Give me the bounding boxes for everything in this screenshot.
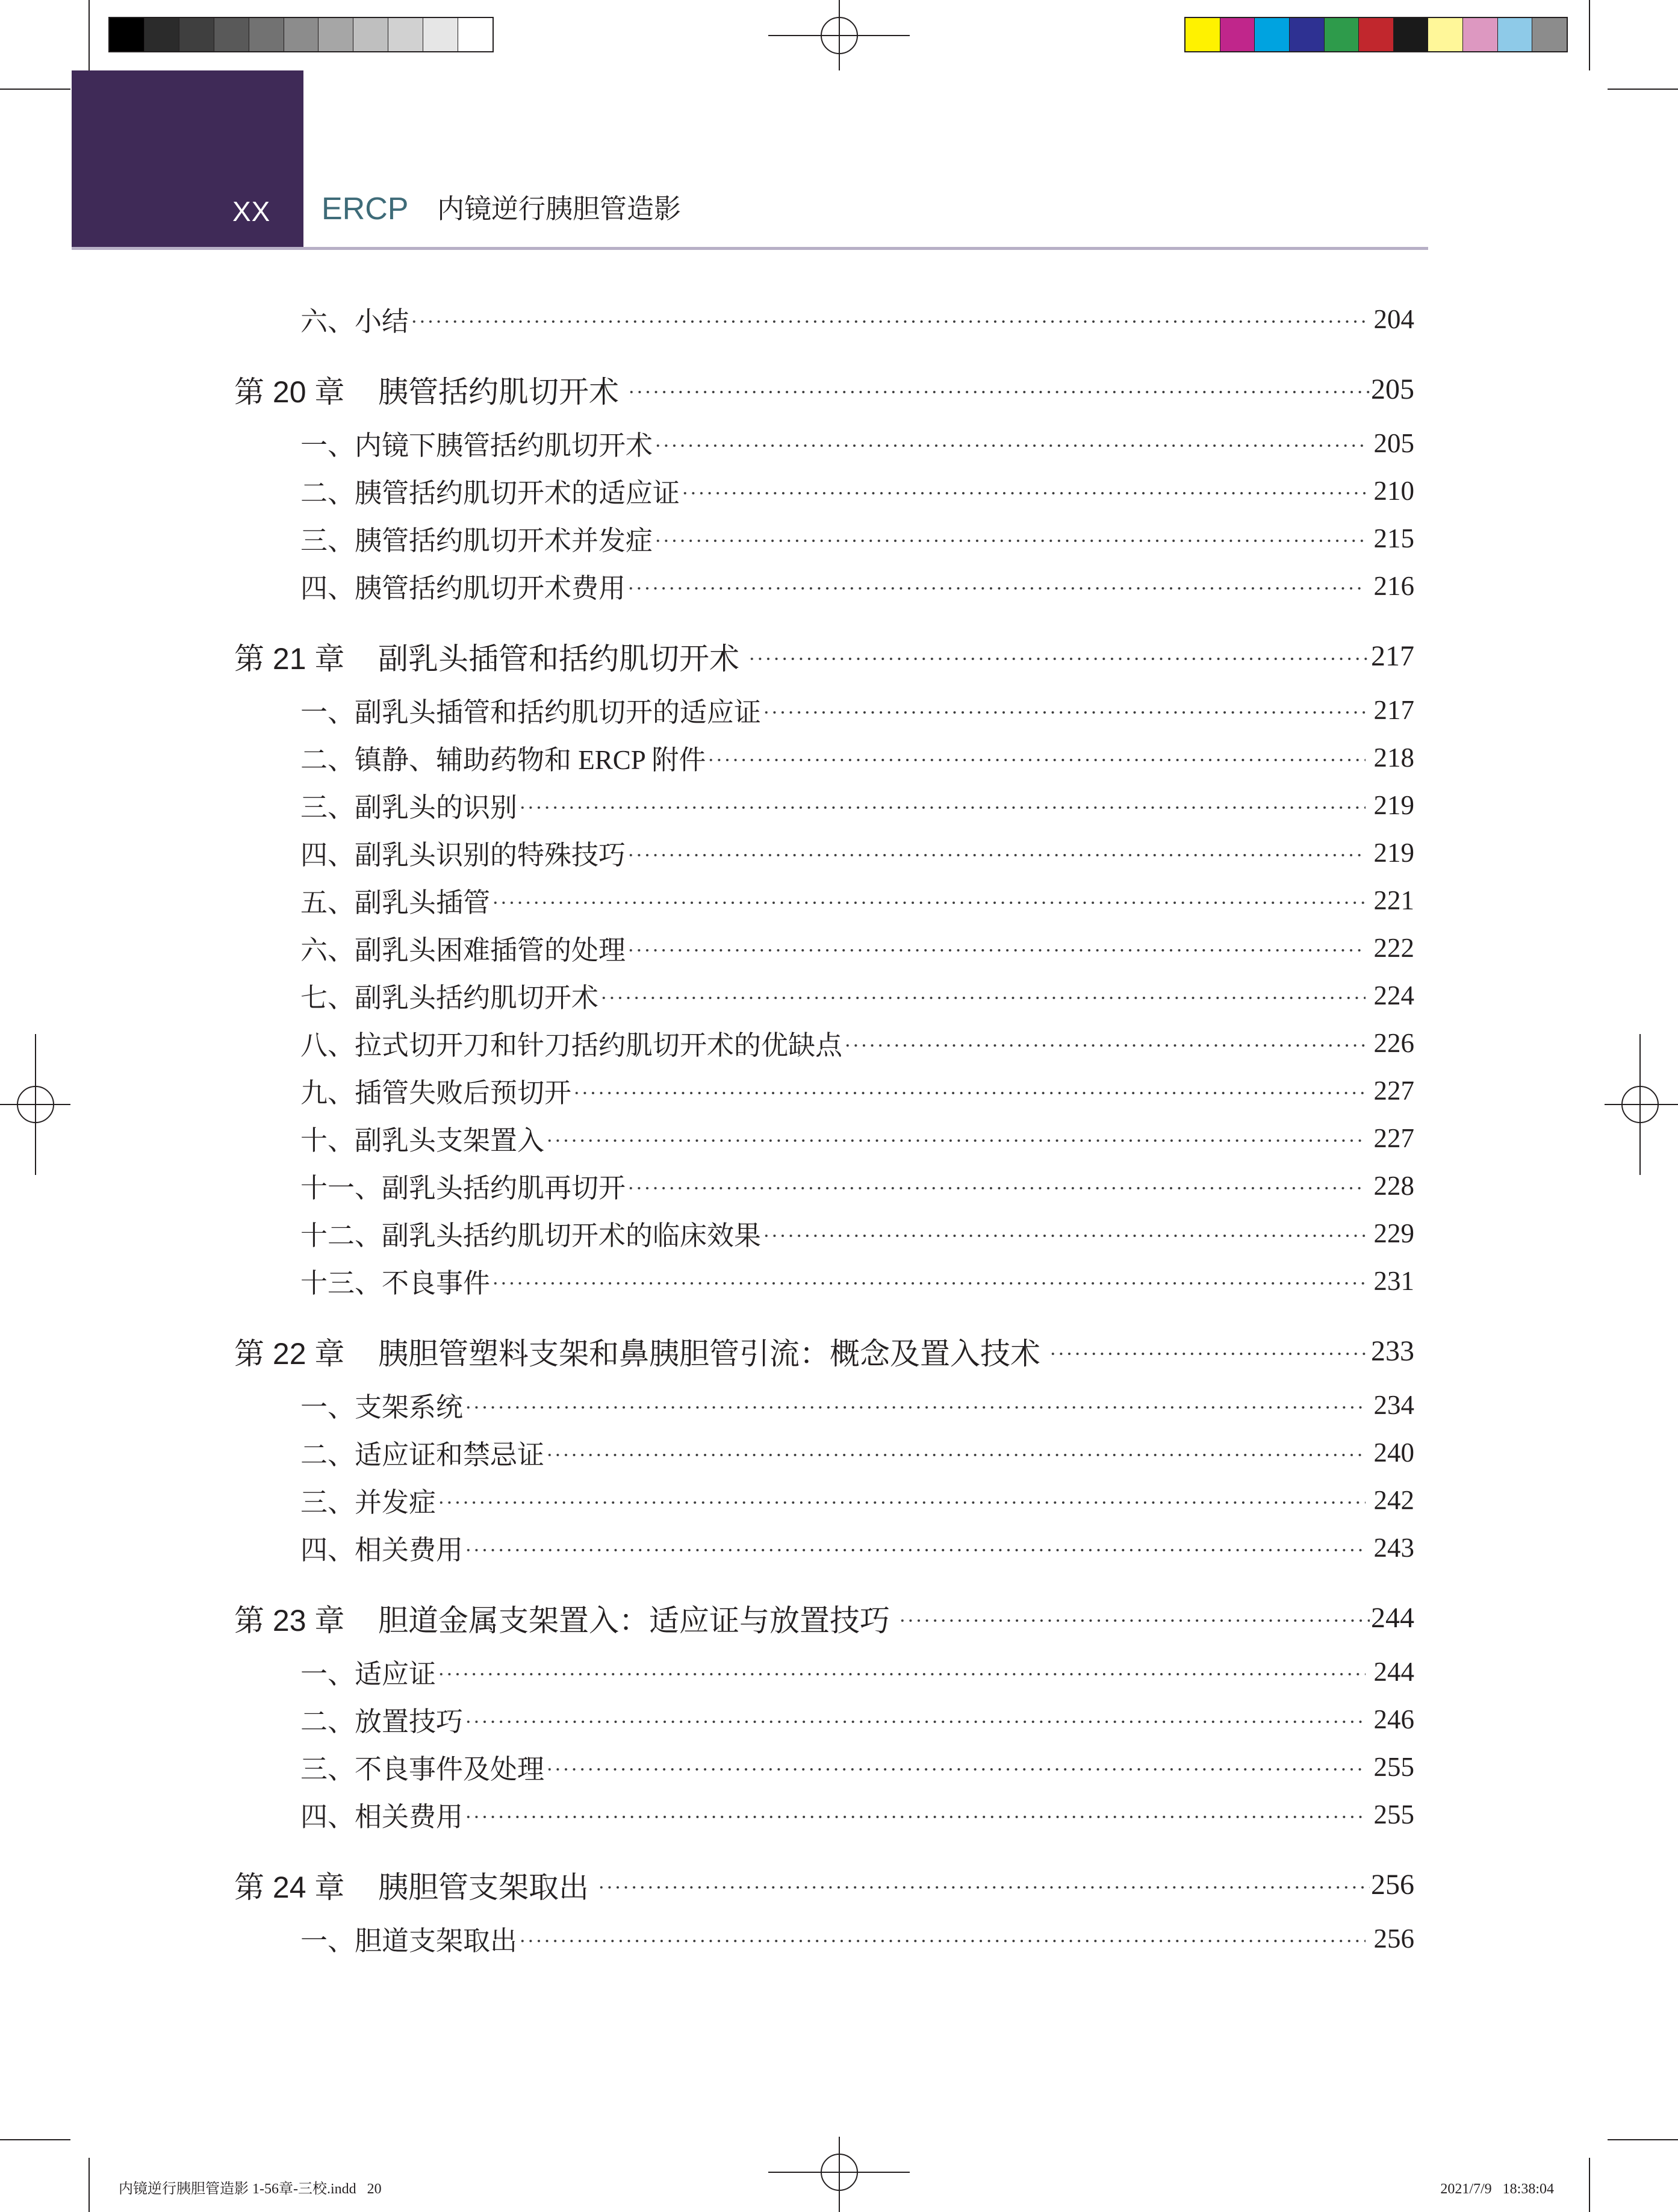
- page-number: 222: [1373, 932, 1414, 963]
- grayscale-control-bar: [108, 17, 494, 52]
- page-number: 244: [1371, 1602, 1414, 1634]
- color-swatch: [1463, 18, 1498, 51]
- page-number: 205: [1371, 373, 1414, 405]
- section-label: 三、胰管括约肌切开术并发症: [300, 526, 653, 556]
- toc-section-row: [234, 1019, 1414, 1067]
- grayscale-swatch: [388, 18, 423, 51]
- toc-section-row: [234, 1524, 1414, 1571]
- color-swatch: [1359, 18, 1394, 51]
- grayscale-swatch: [214, 18, 249, 51]
- dot-leader: [464, 1404, 1365, 1411]
- toc-chapter-row: [234, 360, 1414, 419]
- page-number: 255: [1373, 1751, 1414, 1782]
- page-marker: XX: [232, 196, 271, 227]
- grayscale-swatch: [144, 18, 179, 51]
- color-swatch: [1185, 18, 1220, 51]
- header-rule: [72, 247, 1428, 250]
- chapter-number: 第 22 章: [234, 1336, 345, 1371]
- dot-leader: [491, 1280, 1365, 1287]
- slug-timestamp: 2021/7/9 18:38:04: [1440, 2181, 1554, 2197]
- page-number: 255: [1373, 1799, 1414, 1830]
- section-label: 一、支架系统: [300, 1392, 464, 1422]
- section-label: 四、胰管括约肌切开术费用: [300, 573, 626, 603]
- toc-section-row: [234, 295, 1414, 343]
- crop-mark-bottom-left: [0, 2140, 89, 2212]
- section-label: 三、并发症: [300, 1488, 437, 1518]
- page-number: 219: [1373, 790, 1414, 820]
- dot-leader: [898, 1617, 1370, 1624]
- dot-leader: [597, 1884, 1370, 1891]
- page-number: 243: [1373, 1532, 1414, 1563]
- series-label: ERCP: [322, 192, 409, 226]
- dot-leader: [545, 1451, 1365, 1459]
- toc-section-row: [234, 419, 1414, 467]
- toc-section-row: [234, 1209, 1414, 1257]
- dot-leader: [681, 490, 1365, 497]
- dot-leader: [1049, 1350, 1370, 1357]
- toc-section-row: [234, 1257, 1414, 1304]
- chapter-number: 第 23 章: [234, 1603, 345, 1637]
- dot-leader: [654, 537, 1365, 544]
- grayscale-swatch: [319, 18, 353, 51]
- grayscale-swatch: [284, 18, 319, 51]
- section-label: 六、小结: [300, 307, 409, 337]
- toc-section-row: [234, 876, 1414, 924]
- color-swatch: [1325, 18, 1359, 51]
- section-label: 七、副乳头括约肌切开术: [300, 983, 599, 1013]
- toc-section-row: [234, 1743, 1414, 1790]
- toc-section-row: [234, 1790, 1414, 1838]
- page-number: 256: [1371, 1869, 1414, 1901]
- section-label: 九、插管失败后预切开: [300, 1078, 572, 1108]
- section-label: 二、胰管括约肌切开术的适应证: [300, 478, 680, 508]
- section-label: 三、副乳头的识别: [300, 793, 518, 823]
- dot-leader: [464, 1718, 1365, 1725]
- toc-chapter-row: [234, 1321, 1414, 1381]
- toc-section-row: [234, 1914, 1414, 1962]
- toc-section-row: [234, 734, 1414, 781]
- dot-leader: [518, 1937, 1365, 1945]
- toc-section-row: [234, 1428, 1414, 1476]
- page-number: 216: [1373, 570, 1414, 601]
- page-number: 228: [1373, 1170, 1414, 1201]
- page-number: 217: [1371, 640, 1414, 672]
- section-label: 十二、副乳头括约肌切开术的临床效果: [300, 1221, 762, 1251]
- toc-section-row: [234, 1381, 1414, 1428]
- grayscale-swatch: [423, 18, 458, 51]
- page-number: 215: [1373, 523, 1414, 553]
- toc-section-row: [234, 467, 1414, 514]
- chapter-title: 副乳头插管和括约肌切开术: [378, 641, 739, 676]
- page-number: 242: [1373, 1485, 1414, 1515]
- dot-leader: [464, 1813, 1365, 1821]
- section-label: 五、副乳头插管: [300, 888, 491, 918]
- dot-leader: [707, 756, 1365, 764]
- dot-leader: [545, 1137, 1365, 1144]
- section-label: 四、副乳头识别的特殊技巧: [300, 840, 626, 870]
- dot-leader: [627, 852, 1365, 859]
- dot-leader: [627, 388, 1370, 396]
- page-number: 224: [1373, 980, 1414, 1011]
- slug-file-label: 内镜逆行胰胆管造影 1-56章-三校.indd 20: [119, 2181, 382, 2197]
- toc-section-row: [234, 686, 1414, 734]
- registration-mark-left: [0, 1034, 70, 1175]
- page-number: 227: [1373, 1123, 1414, 1153]
- grayscale-swatch: [249, 18, 284, 51]
- chapter-number: 第 21 章: [234, 641, 345, 676]
- color-swatch: [1255, 18, 1290, 51]
- toc-section-row: [234, 781, 1414, 829]
- dot-leader: [600, 994, 1365, 1002]
- toc-section-row: [234, 562, 1414, 609]
- page-number: 244: [1373, 1656, 1414, 1687]
- book-title: 内镜逆行胰胆管造影: [437, 193, 682, 224]
- toc-section-row: [234, 1114, 1414, 1162]
- page-number: 210: [1373, 475, 1414, 506]
- section-label: 三、不良事件及处理: [300, 1754, 545, 1784]
- crop-mark-bottom-right: [1589, 2140, 1678, 2212]
- section-label: 四、相关费用: [300, 1535, 464, 1565]
- registration-mark-right: [1605, 1034, 1678, 1175]
- dot-leader: [762, 709, 1365, 716]
- page-number: 221: [1373, 885, 1414, 915]
- section-label: 一、内镜下胰管括约肌切开术: [300, 431, 653, 461]
- page-number: 229: [1373, 1218, 1414, 1248]
- page-number: 246: [1373, 1704, 1414, 1734]
- page-number: 226: [1373, 1027, 1414, 1058]
- page-number: 218: [1373, 742, 1414, 773]
- dot-leader: [437, 1671, 1365, 1678]
- toc-section-row: [234, 1695, 1414, 1743]
- color-control-bar: [1184, 17, 1568, 52]
- dot-leader: [844, 1042, 1365, 1049]
- page-number: 240: [1373, 1437, 1414, 1468]
- dot-leader: [518, 804, 1365, 811]
- page-number: 234: [1373, 1389, 1414, 1420]
- color-swatch: [1532, 18, 1567, 51]
- toc-section-row: [234, 924, 1414, 971]
- section-label: 一、适应证: [300, 1659, 437, 1689]
- grayscale-swatch: [179, 18, 214, 51]
- dot-leader: [491, 899, 1365, 906]
- page-number: 231: [1373, 1265, 1414, 1296]
- toc-chapter-row: [234, 1588, 1414, 1648]
- dot-leader: [545, 1766, 1365, 1773]
- page-number: 205: [1373, 428, 1414, 458]
- grayscale-swatch: [110, 18, 144, 51]
- color-swatch: [1220, 18, 1255, 51]
- toc-section-row: [234, 1648, 1414, 1695]
- chapter-title: 胰胆管塑料支架和鼻胰胆管引流：概念及置入技术: [378, 1336, 1040, 1371]
- grayscale-swatch: [458, 18, 493, 51]
- toc-section-row: [234, 829, 1414, 876]
- registration-mark-bottom: [768, 2137, 910, 2212]
- color-swatch: [1428, 18, 1463, 51]
- dot-leader: [762, 1232, 1365, 1239]
- chapter-title: 胰管括约肌切开术: [378, 375, 619, 409]
- dot-leader: [627, 585, 1365, 592]
- color-swatch: [1394, 18, 1429, 51]
- page-number: 233: [1371, 1335, 1414, 1367]
- section-label: 六、副乳头困难插管的处理: [300, 935, 626, 965]
- page-number: 219: [1373, 837, 1414, 868]
- page-number: 217: [1373, 694, 1414, 725]
- toc-chapter-row: [234, 626, 1414, 686]
- chapter-title: 胆道金属支架置入：适应证与放置技巧: [378, 1603, 890, 1637]
- page-number: 204: [1373, 304, 1414, 334]
- section-label: 四、相关费用: [300, 1802, 464, 1832]
- section-label: 二、镇静、辅助药物和 ERCP 附件: [300, 745, 706, 775]
- toc-section-row: [234, 971, 1414, 1019]
- crop-mark-top-right: [1589, 0, 1678, 89]
- registration-mark-top: [768, 0, 910, 70]
- section-label: 十三、不良事件: [300, 1268, 491, 1298]
- section-label: 二、放置技巧: [300, 1707, 464, 1737]
- chapter-number: 第 24 章: [234, 1870, 345, 1904]
- chapter-number: 第 20 章: [234, 375, 345, 409]
- dot-leader: [627, 947, 1365, 954]
- section-label: 一、胆道支架取出: [300, 1926, 518, 1956]
- section-label: 十一、副乳头括约肌再切开: [300, 1173, 626, 1203]
- grayscale-swatch: [353, 18, 388, 51]
- table-of-contents: [234, 295, 1414, 1962]
- dot-leader: [437, 1499, 1365, 1506]
- page-number: 256: [1373, 1923, 1414, 1954]
- dot-leader: [573, 1089, 1365, 1097]
- dot-leader: [748, 655, 1370, 662]
- section-label: 二、适应证和禁忌证: [300, 1440, 545, 1470]
- toc-section-row: [234, 514, 1414, 562]
- color-swatch: [1498, 18, 1533, 51]
- dot-leader: [654, 442, 1365, 449]
- color-swatch: [1290, 18, 1325, 51]
- page-number: 227: [1373, 1075, 1414, 1106]
- section-label: 十、副乳头支架置入: [300, 1126, 545, 1156]
- toc-section-row: [234, 1476, 1414, 1524]
- section-label: 八、拉式切开刀和针刀括约肌切开术的优缺点: [300, 1030, 843, 1061]
- chapter-title: 胰胆管支架取出: [378, 1870, 589, 1904]
- dot-leader: [627, 1185, 1365, 1192]
- dot-leader: [464, 1547, 1365, 1554]
- dot-leader: [410, 318, 1365, 325]
- toc-section-row: [234, 1067, 1414, 1114]
- toc-section-row: [234, 1162, 1414, 1209]
- section-label: 一、副乳头插管和括约肌切开的适应证: [300, 697, 762, 727]
- toc-chapter-row: [234, 1855, 1414, 1914]
